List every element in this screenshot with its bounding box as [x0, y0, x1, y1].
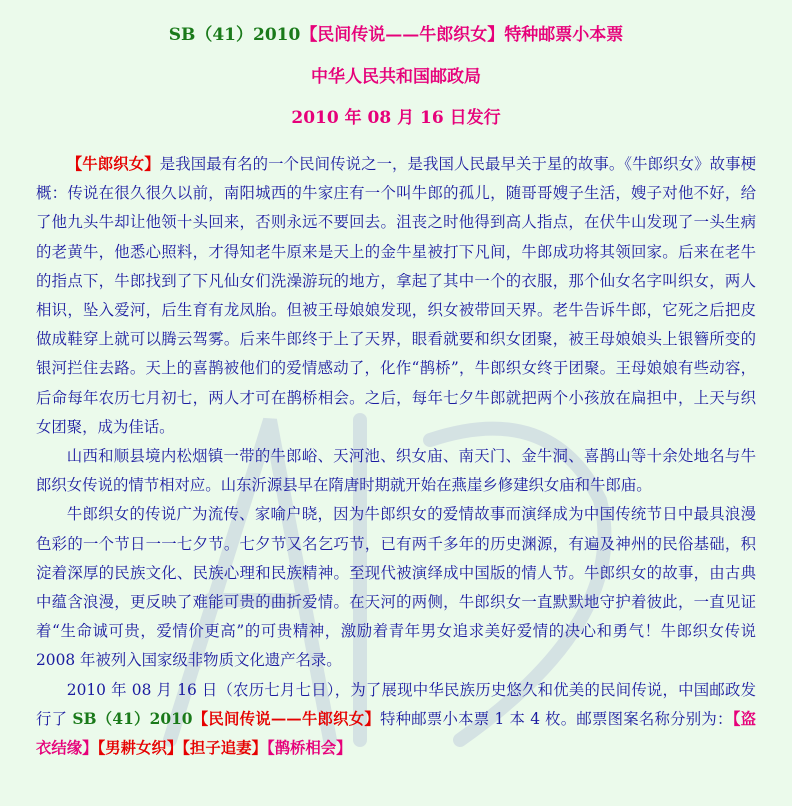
paragraph-4: [36, 676, 756, 764]
paragraph-4-text-b: 特种邮票小本票 1 本 4 枚。邮票图案名称分别为：: [380, 709, 733, 728]
design-name-2: 【男耕女织】: [97, 739, 183, 758]
design-name-4: 【鹊桥相会】: [266, 739, 352, 758]
issuer: 中华人民共和国邮政局: [311, 67, 481, 87]
topic-tag: 【牛郎织女】: [66, 155, 160, 173]
stamp-code: SB（41）2010: [168, 25, 301, 45]
stamp-name: 【民间传说——牛郎织女】: [300, 25, 505, 45]
paragraph-4-code: SB（41）2010: [72, 709, 193, 728]
paragraph-4-text-a: 2010 年 08 月 16 日（农历七月七日），为了展现中华民族历史悠久和优美的民间传说，中国邮政发行了: [36, 680, 756, 728]
paragraph-2: 山西和顺县境内松烟镇一带的牛郎峪、天河池、织女庙、南天门、金牛洞、喜鹊山等十余处地名与牛郎织女传说的情节相对应。山东沂源县早在隋唐时期就开始在燕崖乡修建织女庙和牛郎庙。: [36, 447, 756, 495]
stamp-type: 特种邮票小本票: [504, 25, 624, 45]
paragraph-4-title: 【民间传说——牛郎织女】: [192, 709, 381, 728]
design-name-1: 【盗衣结缘】: [36, 709, 756, 758]
design-name-3: 【担子追妻】: [182, 739, 267, 758]
paragraph-3: 牛郎织女的传说广为流传、家喻户晓，因为牛郎织女的爱情故事而演绎成为中国传统节日中最具浪漫色彩的一个节日一一七夕节。七夕节又名乞巧节，已有两千多年的历史渊源，有遍及神州的民俗基础，积淀着深厚的民族文化、民族心理和民族精神。至现代被演绎成中国版的情人节。牛郎织女的故事，由古典中蕴含浪漫，更反映了难能可贵的曲折爱情。在天河的两侧，牛郎织女一直默默地守护着彼此，一直见证着“生命诚可贵，爱情价更高”的可贵精神，激励着青年男女追求美好爱情的决心和勇气！牛郎织女传说 2008 年被列入国家级非物质文化遗产名录。: [36, 505, 756, 670]
paragraph-1: [36, 150, 756, 442]
article-body: [36, 150, 756, 763]
paragraph-1-text: 是我国最有名的一个民间传说之一，是我国人民最早关于星的故事。《牛郎织女》故事梗概：传说在很久很久以前，南阳城西的牛家庄有一个叫牛郎的孤儿，随哥哥嫂子生活，嫂子对他不好，给了他九头牛却让他领十头回来，否则永远不要回去。沮丧之时他得到高人指点，在伏牛山发现了一头生病的老黄牛，他悉心照料，才得知老牛原来是天上的金牛星被打下凡间，牛郎成功将其领回家。后来在老牛的指点下，牛郎找到了下凡仙女们洗澡游玩的地方，拿起了其中一个的衣服，那个仙女名字叫织女，两人相识，坠入爱河，后生育有龙凤胎。但被王母娘娘发现，织女被带回天界。老牛告诉牛郎，它死之后把皮做成鞋穿上就可以腾云驾雾。后来牛郎终于上了天界，眼看就要和织女团聚，被王母娘娘头上银簪所变的银河拦住去路。天上的喜鹊被他们的爱情感动了，化作“鹊桥”，牛郎织女终于团聚。王母娘娘有些动容，后命每年农历七月初七，两人才可在鹊桥相会。之后，每年七夕牛郎就把两个小孩放在扁担中，上天与织女团聚，成为佳话。: [36, 155, 756, 436]
issue-date: 2010 年 08 月 16 日发行: [291, 108, 501, 128]
stamp-title: [0, 24, 792, 46]
